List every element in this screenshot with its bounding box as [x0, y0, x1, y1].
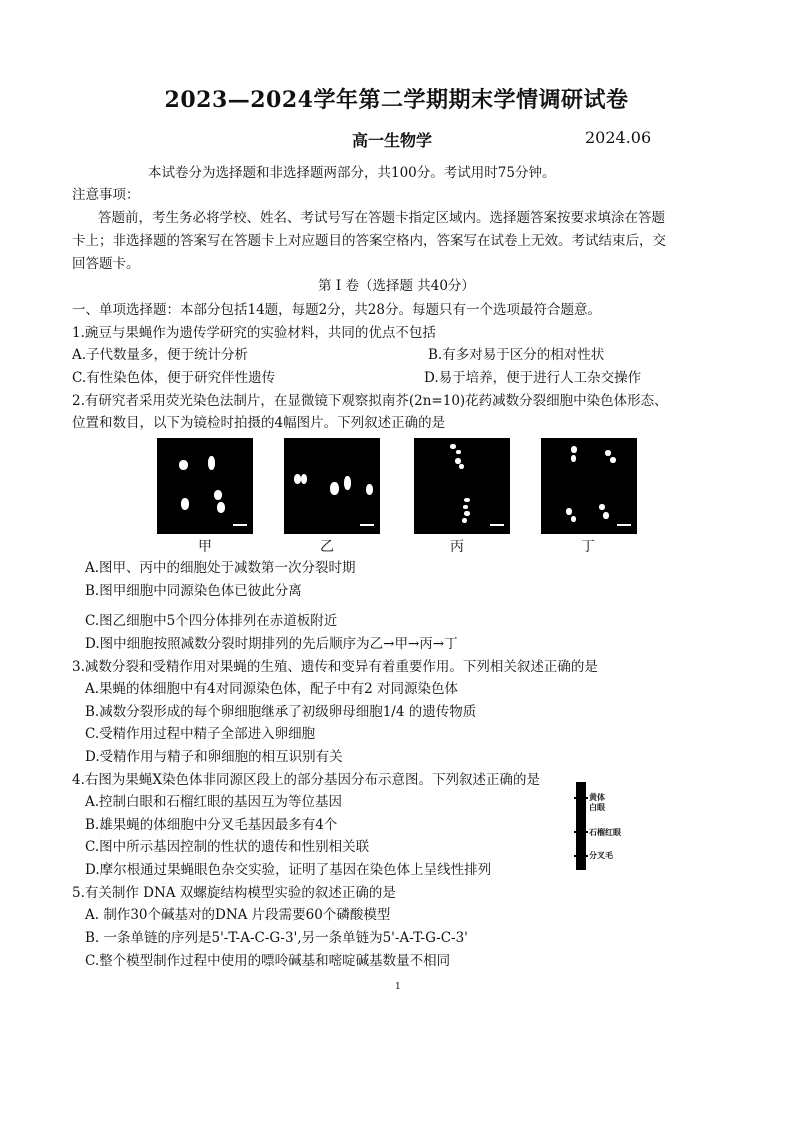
- q5-stem: 5.有关制作 DNA 双螺旋结构模型实验的叙述正确的是: [72, 885, 396, 901]
- q4-option-c: C.图中所示基因控制的性状的遗传和性别相关联: [85, 839, 370, 855]
- intro-text: 本试卷分为选择题和非选择题两部分，共100分。考试用时75分钟。: [148, 165, 556, 181]
- q5-option-c: C.整个模型制作过程中使用的嘌呤碱基和嘧啶碱基数量不相同: [85, 953, 451, 969]
- exam-title: 2023—2024学年第二学期期末学情调研试卷: [164, 87, 629, 113]
- subject-title: 高一生物学: [352, 131, 433, 150]
- q2-option-b: B.图甲细胞中同源染色体已彼此分离: [85, 583, 302, 599]
- micrograph-yi: [284, 438, 380, 534]
- gene-marker: [574, 855, 588, 857]
- gene-label-forked-bristle: 分叉毛: [589, 851, 613, 860]
- caption-yi: 乙: [320, 539, 334, 555]
- q4-option-d: D.摩尔根通过果蝇眼色杂交实验，证明了基因在染色体上呈线性排列: [85, 862, 492, 878]
- exam-date: 2024.06: [585, 128, 652, 147]
- q2-stem-2: 位置和数目，以下为镜检时拍摄的4幅图片。下列叙述正确的是: [72, 415, 446, 431]
- q3-option-a: A.果蝇的体细胞中有4对同源染色体，配子中有2 对同源染色体: [85, 681, 459, 697]
- gene-marker: [574, 797, 588, 799]
- q1-option-c: C.有性染色体，便于研究伴性遗传: [72, 370, 276, 386]
- gene-label-white-eye: 白眼: [589, 803, 605, 812]
- micrograph-bing: [414, 438, 510, 534]
- caption-bing: 丙: [450, 539, 464, 555]
- caption-jia: 甲: [198, 539, 212, 555]
- q2-option-a: A.图甲、丙中的细胞处于减数第一次分裂时期: [85, 560, 356, 576]
- page-number: 1: [395, 982, 401, 992]
- q3-option-d: D.受精作用与精子和卵细胞的相互识别有关: [85, 749, 343, 765]
- notice-heading: 注意事项：: [72, 187, 140, 203]
- q4-option-b: B.雄果蝇的体细胞中分叉毛基因最多有4个: [85, 817, 338, 833]
- q4-option-a: A.控制白眼和石榴红眼的基因互为等位基因: [85, 794, 343, 810]
- micrograph-ding: [541, 438, 637, 534]
- section-title: 第 Ⅰ 卷（选择题 共40分）: [318, 278, 475, 294]
- q2-stem-1: 2.有研究者采用荧光染色法制片，在显微镜下观察拟南芥(2n=10)花药减数分裂细胞中染色体形态、: [72, 393, 668, 409]
- gene-marker: [574, 831, 588, 833]
- q4-stem: 4.右图为果蝇X染色体非同源区段上的部分基因分布示意图。下列叙述正确的是: [72, 772, 540, 788]
- q3-stem: 3.减数分裂和受精作用对果蝇的生殖、遗传和变异有着重要作用。下列相关叙述正确的是: [72, 659, 598, 675]
- notice-line-2: 卡上；非选择题的答案写在答题卡上对应题目的答案空格内，答案写在试卷上无效。考试结束后，交: [72, 233, 666, 249]
- q1-option-a: A.子代数量多，便于统计分析: [72, 347, 249, 363]
- section-instruction: 一、单项选择题：本部分包括14题，每题2分，共28分。每题只有一个选项最符合题意。: [72, 302, 601, 318]
- q2-option-c: C.图乙细胞中5个四分体排列在赤道板附近: [85, 613, 338, 629]
- q1-option-b: B.有多对易于区分的相对性状: [428, 347, 605, 363]
- q1-option-d: D.易于培养，便于进行人工杂交操作: [424, 370, 642, 386]
- caption-ding: 丁: [581, 539, 595, 555]
- notice-line-1: 答题前，考生务必将学校、姓名、考试号写在答题卡指定区域内。选择题答案按要求填涂在答题: [98, 210, 665, 226]
- micrograph-jia: [157, 438, 253, 534]
- q3-option-c: C.受精作用过程中精子全部进入卵细胞: [85, 726, 316, 742]
- q1-stem: 1.豌豆与果蝇作为遗传学研究的实验材料，共同的优点不包括: [72, 325, 436, 341]
- q2-option-d: D.图中细胞按照减数分裂时期排列的先后顺序为乙→甲→丙→丁: [85, 636, 458, 652]
- notice-line-3: 回答题卡。: [72, 256, 140, 272]
- gene-label-yellow-body: 黄体: [589, 793, 605, 802]
- q3-option-b: B.减数分裂形成的每个卵细胞继承了初级卵母细胞1/4 的遗传物质: [85, 704, 477, 720]
- gene-label-garnet-eye: 石榴红眼: [589, 828, 621, 837]
- q5-option-a: A. 制作30个碱基对的DNA 片段需要60个磷酸模型: [85, 907, 391, 923]
- q5-option-b: B. 一条单链的序列是5'-T-A-C-G-3',另一条单链为5'-A-T-G-C-3': [85, 930, 468, 946]
